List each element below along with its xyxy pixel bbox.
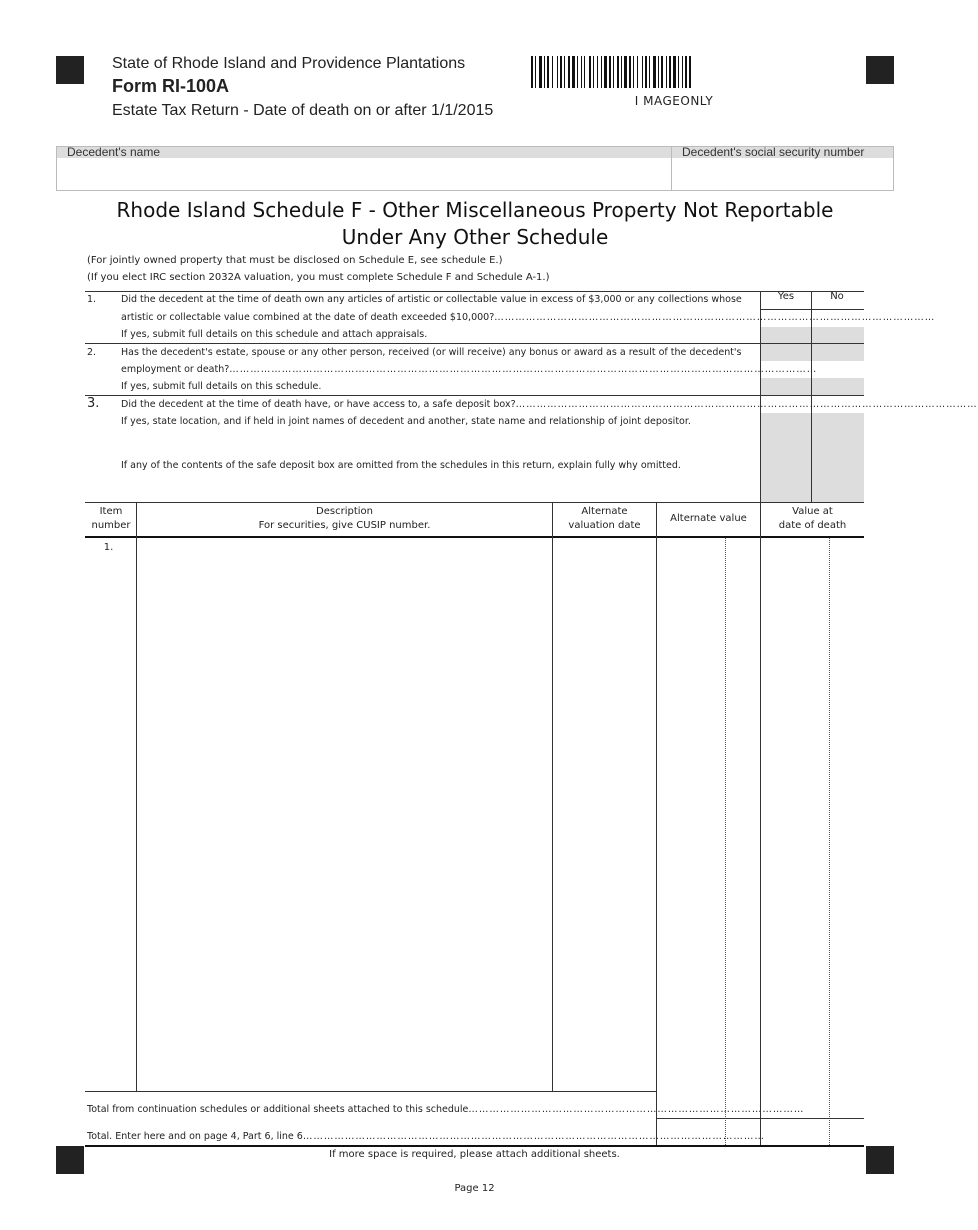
schedule-title <box>60 197 890 251</box>
table-header-rule <box>85 536 864 538</box>
total-label: Total. Enter here and on page 4, Part 6, line 6 <box>87 1131 303 1142</box>
registration-mark-bottom-left <box>56 1146 84 1174</box>
col-alt-value-header: Alternate value <box>670 513 747 524</box>
alt-date-entry-area[interactable] <box>553 539 655 1090</box>
col-alt-date-header: Alternate valuation date <box>568 506 641 531</box>
dod-value-entry-area[interactable] <box>761 539 863 1117</box>
question-rule-1 <box>85 343 864 344</box>
question-top-rule <box>85 291 864 292</box>
shade-q2-bottom <box>761 378 864 395</box>
continuation-total-rule <box>656 1118 864 1119</box>
decedent-name-label: Decedent's name <box>67 145 161 159</box>
schedule-title-line1: Rhode Island Schedule F - Other Miscellaneous Property Not Reportable <box>116 198 834 222</box>
note-schedule-e: (For jointly owned property that must be disclosed on Schedule E, see schedule E.) <box>87 255 503 266</box>
page-number: Page 12 <box>454 1183 495 1194</box>
no-header: No <box>830 291 844 302</box>
continuation-label: Total from continuation schedules or additional sheets attached to this schedule <box>87 1104 469 1115</box>
q1-line1: Did the decedent at the time of death own any articles of artistic or collectable value in excess of $3,000 or any collections whose <box>121 294 742 305</box>
q2-line2-row <box>121 364 818 375</box>
decedent-name-field[interactable] <box>59 160 669 188</box>
schedule-title-line2: Under Any Other Schedule <box>341 225 609 249</box>
shade-q3 <box>761 413 864 502</box>
q1-number: 1. <box>87 294 97 305</box>
alt-value-entry-area[interactable] <box>657 539 759 1117</box>
table-body-bottom-rule <box>85 1091 656 1092</box>
total-alt-value-field[interactable] <box>657 1120 759 1144</box>
col-description-header: Description For securities, give CUSIP number. <box>258 506 431 531</box>
q2-line3: If yes, submit full details on this schedule. <box>121 381 322 392</box>
total-dod-value-field[interactable] <box>761 1120 863 1144</box>
q1-line2: artistic or collectable value combined at the date of death exceeded $10,000? <box>121 312 495 323</box>
q2-number: 2. <box>87 347 97 358</box>
q3-line1: Did the decedent at the time of death have, or have access to, a safe deposit box? <box>121 399 516 410</box>
decedent-box-divider <box>671 147 672 190</box>
form-subtitle: Estate Tax Return - Date of death on or after 1/1/2015 <box>112 102 494 119</box>
table-bottom-rule <box>85 1145 864 1147</box>
yes-no-divider-overlay <box>811 327 812 502</box>
total-row <box>87 1131 765 1142</box>
q2-line2: employment or death? <box>121 364 230 375</box>
q3-line3: If any of the contents of the safe deposit box are omitted from the schedules in this return, explain fully why omitted. <box>121 460 681 471</box>
q2-leader-dots: …………………………………………………………………………………………………………………………………………………… <box>229 364 818 375</box>
note-2032a: (If you elect IRC section 2032A valuation, you must complete Schedule F and Schedule A-1.) <box>87 272 550 283</box>
total-leader-dots: …………………………………………………………………………………………………………………… <box>302 1131 765 1142</box>
q3-line1-row <box>121 399 978 410</box>
q3-leader-dots: …………………………………………………………………………………………………………………… <box>515 399 978 410</box>
q2-no-cell[interactable] <box>813 362 863 377</box>
q1-line3: If yes, submit full details on this schedule and attach appraisals. <box>121 329 428 340</box>
col-dod-value-header: Value at date of death <box>778 506 847 531</box>
image-only-label: I MAGEONLY <box>634 94 714 108</box>
table-top-rule <box>85 502 864 503</box>
barcode <box>531 56 817 88</box>
q1-leader-dots: ……………………………………………………………………………………………………………… <box>494 312 936 323</box>
q1-line2-row <box>121 312 936 323</box>
col-item-header: Item number <box>91 506 131 531</box>
registration-mark-top-left <box>56 56 84 84</box>
decedent-info-box <box>56 146 894 191</box>
yes-header: Yes <box>777 291 795 302</box>
continuation-row <box>87 1104 805 1115</box>
description-entry-area[interactable] <box>137 539 551 1090</box>
decedent-ssn-label: Decedent's social security number <box>682 145 865 159</box>
question-rule-2 <box>85 395 864 396</box>
state-line: State of Rhode Island and Providence Plantations <box>112 55 466 72</box>
form-title: Form RI-100A <box>112 76 230 96</box>
q3-line2: If yes, state location, and if held in joint names of decedent and another, state name and relationship of joint depositor. <box>121 416 691 427</box>
registration-mark-bottom-right <box>866 1146 894 1174</box>
q3-number: 3. <box>87 396 100 411</box>
shade-q1 <box>761 327 864 343</box>
registration-mark-top-right <box>866 56 894 84</box>
shade-q2-top <box>761 344 864 361</box>
continuation-leader-dots: …………………………………………………………………………………… <box>468 1104 805 1115</box>
q2-line1: Has the decedent's estate, spouse or any other person, received (or will receive) any bonus or award as a result of the decedent's <box>121 347 742 358</box>
more-space-note: If more space is required, please attach additional sheets. <box>329 1149 620 1160</box>
item-number-1: 1. <box>103 542 114 553</box>
decedent-ssn-field[interactable] <box>674 160 892 188</box>
